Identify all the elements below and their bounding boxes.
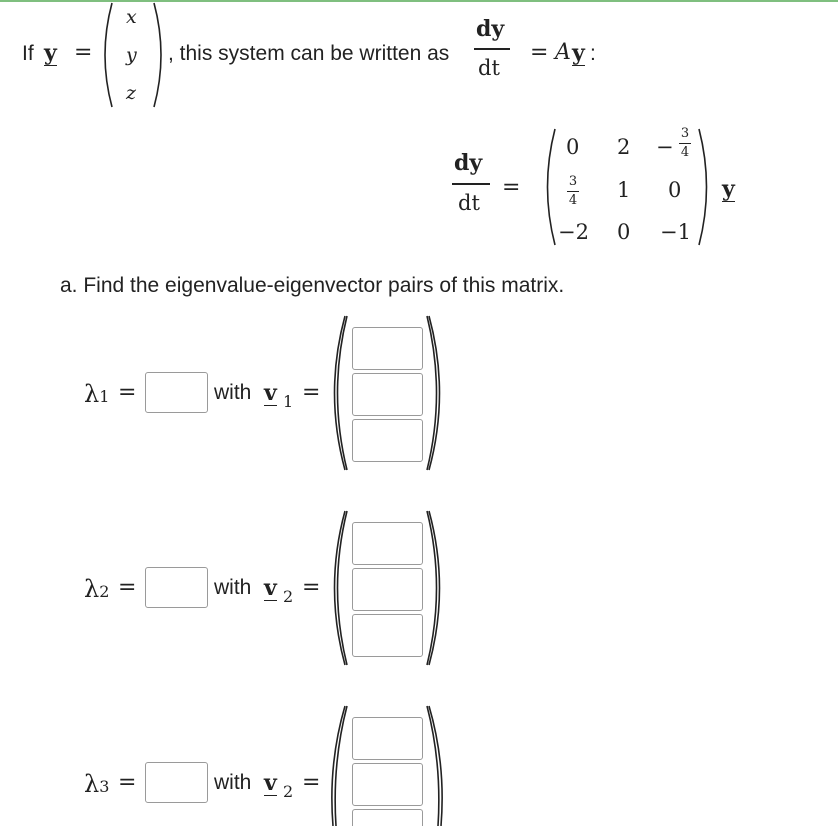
lambda-3-input[interactable]: [145, 762, 208, 803]
top-accent-bar: [0, 0, 838, 2]
colon: :: [590, 42, 596, 65]
dy-numerator: dy: [476, 16, 505, 42]
fraction-bar: [474, 48, 510, 50]
v3-component-3-input[interactable]: [352, 809, 423, 826]
v2-subscript: 2: [283, 587, 294, 606]
matrix-r0-c2-num: 3: [680, 126, 690, 141]
matrix-r2-c1: 0: [617, 220, 631, 244]
system-y-vector: y: [722, 176, 735, 202]
matrix-r0-c1: 2: [617, 135, 631, 159]
matrix-r1-c0-den: 4: [568, 193, 578, 208]
v1-equals: =: [302, 380, 321, 405]
v3-equals: =: [302, 770, 321, 795]
system-dt: dt: [458, 191, 480, 215]
matrix-r1-c1: 1: [617, 178, 631, 202]
matrix-bracket-left: [538, 126, 558, 248]
vector-entry-y: y: [126, 44, 137, 66]
with-label-2: with: [214, 576, 252, 599]
v1-component-3-input[interactable]: [352, 419, 423, 462]
matrix-r0-c2-den: 4: [680, 145, 690, 160]
v2-bracket-right: [426, 509, 450, 667]
v2-bracket-left: [324, 509, 348, 667]
with-label-3: with: [214, 771, 252, 794]
vector-bracket-left: [96, 0, 116, 110]
matrix-r0-c2-sign: −: [656, 135, 674, 159]
lambda-3-label: λ3: [84, 770, 110, 798]
v3-bracket-right: [426, 704, 450, 826]
v1-subscript: 1: [283, 392, 294, 411]
system-dy: dy: [454, 150, 483, 176]
matrix-r2-c2: −1: [660, 220, 691, 244]
lambda-2-equals: =: [118, 575, 137, 600]
lambda-1-label: λ1: [84, 380, 110, 408]
y-vector-symbol: y: [44, 40, 57, 66]
if-label: If: [22, 42, 34, 65]
v3-component-1-input[interactable]: [352, 717, 423, 760]
intro-middle-text: , this system can be written as: [168, 42, 450, 65]
matrix-r2-c0: −2: [558, 220, 589, 244]
vector-entry-z: z: [126, 82, 137, 104]
lambda-2-label: λ2: [84, 575, 110, 603]
matrix-r1-c0-bar: [567, 191, 579, 192]
lambda-2-input[interactable]: [145, 567, 208, 608]
question-a-text: a. Find the eigenvalue-eigenvector pairs of this matrix.: [60, 274, 565, 297]
matrix-r0-c0: 0: [566, 135, 580, 159]
v2-component-1-input[interactable]: [352, 522, 423, 565]
y-vector-symbol-2: y: [572, 40, 585, 66]
matrix-r1-c2: 0: [668, 178, 682, 202]
system-fraction-bar: [452, 183, 490, 185]
v3-symbol: v: [264, 770, 277, 796]
vector-entry-x: x: [126, 6, 137, 28]
matrix-r1-c0-num: 3: [568, 174, 578, 189]
v3-subscript: 2: [283, 782, 294, 801]
lambda-1-input[interactable]: [145, 372, 208, 413]
v1-symbol: v: [264, 380, 277, 406]
equals-sign: =: [74, 40, 93, 65]
v2-component-2-input[interactable]: [352, 568, 423, 611]
matrix-A-symbol: A: [555, 40, 571, 65]
vector-bracket-right: [150, 0, 170, 110]
dt-denominator: dt: [478, 56, 500, 80]
equals-sign-2: =: [530, 40, 549, 65]
lambda-1-equals: =: [118, 380, 137, 405]
v3-component-2-input[interactable]: [352, 763, 423, 806]
v1-component-2-input[interactable]: [352, 373, 423, 416]
v2-equals: =: [302, 575, 321, 600]
v1-bracket-left: [324, 314, 348, 472]
system-equals: =: [502, 175, 521, 200]
with-label-1: with: [214, 381, 252, 404]
matrix-r0-c2-bar: [679, 143, 691, 144]
v2-component-3-input[interactable]: [352, 614, 423, 657]
v2-symbol: v: [264, 575, 277, 601]
lambda-3-equals: =: [118, 770, 137, 795]
v3-bracket-left: [324, 704, 348, 826]
matrix-bracket-right: [696, 126, 716, 248]
v1-component-1-input[interactable]: [352, 327, 423, 370]
v1-bracket-right: [426, 314, 450, 472]
